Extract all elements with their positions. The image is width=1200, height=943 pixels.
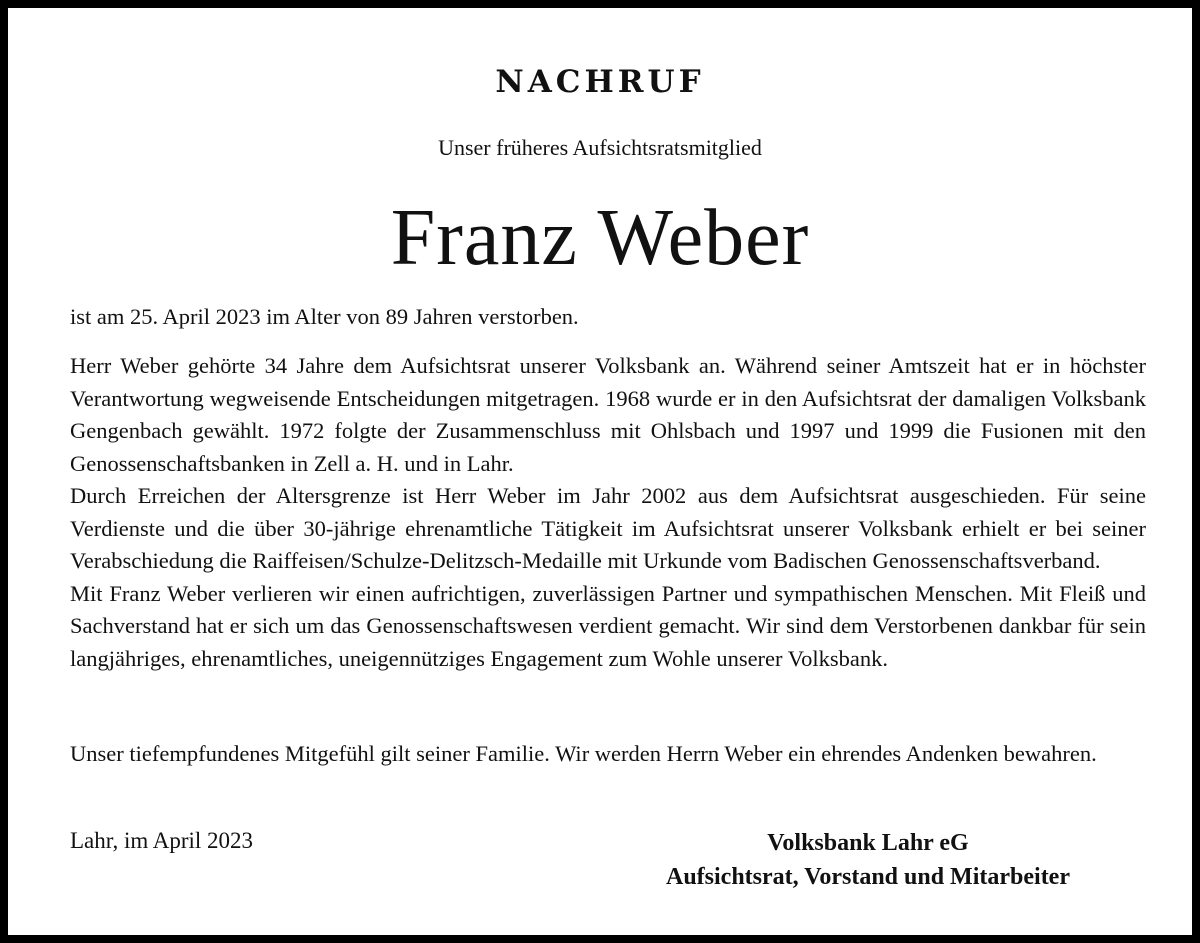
condolence-line: Unser tiefempfundenes Mitgefühl gilt seiner Familie. Wir werden Herrn Weber ein ehrendes Andenken bewahren. [70, 741, 1097, 766]
signature-groups: Aufsichtsrat, Vorstand und Mitarbeiter [665, 864, 1070, 890]
paragraph-career: Herr Weber gehörte 34 Jahre dem Aufsichtsrat unserer Volksbank an. Während seiner Amtszeit hat er in höchster Verantwortung wegweisende Entscheidungen mitgetragen. 1968 wurde er in den Aufsichtsrat der damaligen Volksbank Gengenbach gewählt. 1972 folgte der Zusammenschluss mit Ohlsbach und 1997 und 1999 die Fusionen mit den Genossenschaftsbanken in Zell a. H. und in Lahr. [70, 353, 1146, 476]
condolence-text [70, 738, 1146, 771]
notice-subtitle: Unser früheres Aufsichtsratsmitglied [438, 135, 762, 160]
body-text [70, 350, 1146, 675]
signature-block [568, 826, 1168, 894]
signature-organization: Volksbank Lahr eG [767, 830, 969, 856]
notice-heading: NACHRUF [495, 64, 705, 100]
deceased-name: Franz Weber [390, 194, 810, 282]
death-statement [70, 301, 1146, 334]
paragraph-tribute: Mit Franz Weber verlieren wir einen aufrichtigen, zuverlässigen Partner und sympathischen Menschen. Mit Fleiß und Sachverstand hat er sich um das Genossenschaftswesen verdient gemacht. Wir sind dem Verstorbenen dankbar für sein langjähriges, ehrenamtliches, uneigennütziges Engagement zum Wohle unserer Volksbank. [70, 580, 1146, 671]
death-line: ist am 25. April 2023 im Alter von 89 Jahren verstorben. [70, 304, 579, 329]
place-date: Lahr, im April 2023 [70, 828, 254, 853]
paragraph-retirement: Durch Erreichen der Altersgrenze ist Herr Weber im Jahr 2002 aus dem Aufsichtsrat ausgeschieden. Für seine Verdienste und die über 30-jährige ehrenamtliche Tätigkeit im Aufsichtsrat unserer Volksbank erhielt er bei seiner Verabschiedung die Raiffeisen/Schulze-Delitzsch-Medaille mit Urkunde vom Badischen Genossenschaftsverband. [70, 483, 1146, 573]
